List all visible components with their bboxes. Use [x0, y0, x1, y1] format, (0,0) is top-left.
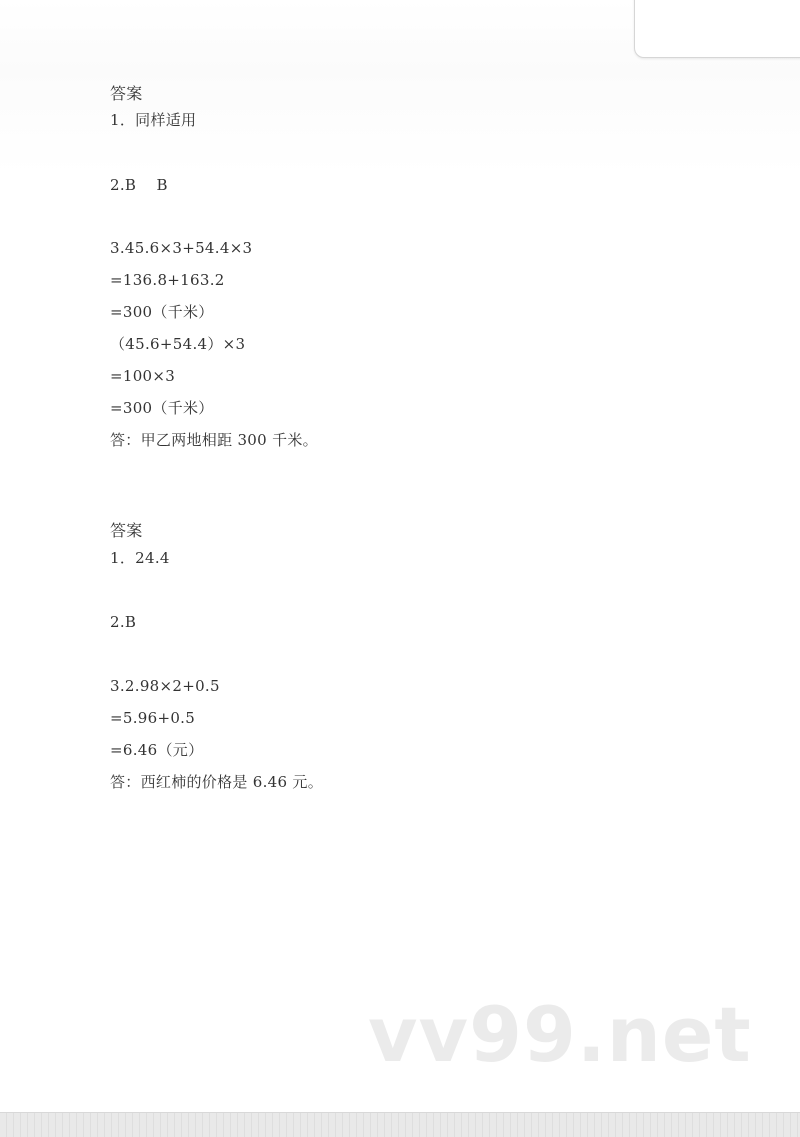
section1-q3-line: =100×3: [110, 367, 176, 385]
section2-q3-line: =6.46（元）: [110, 741, 204, 759]
bottom-scrollbar[interactable]: [0, 1112, 800, 1137]
section1-q2: 2.B B: [110, 176, 168, 194]
section1-q3-line: （45.6+54.4）×3: [110, 335, 246, 353]
section2-heading: 答案: [110, 521, 143, 540]
section2-answer: 答：西红柿的价格是 6.46 元。: [110, 773, 324, 791]
corner-tab: [634, 0, 800, 58]
section1-q1: 1．同样适用: [110, 111, 197, 129]
section2-q3-line: 3.2.98×2+0.5: [110, 677, 220, 695]
section1-heading: 答案: [110, 84, 143, 103]
watermark: vv99.net: [368, 990, 752, 1079]
section2-q2: 2.B: [110, 613, 137, 631]
section2-q3-line: =5.96+0.5: [110, 709, 196, 727]
section2-q1: 1．24.4: [110, 549, 170, 567]
section1-q3-line: 3.45.6×3+54.4×3: [110, 239, 253, 257]
section1-q3-line: =136.8+163.2: [110, 271, 225, 289]
section1-q3-line: =300（千米）: [110, 399, 214, 417]
section1-answer: 答：甲乙两地相距 300 千米。: [110, 431, 318, 449]
section1-q3-line: =300（千米）: [110, 303, 214, 321]
